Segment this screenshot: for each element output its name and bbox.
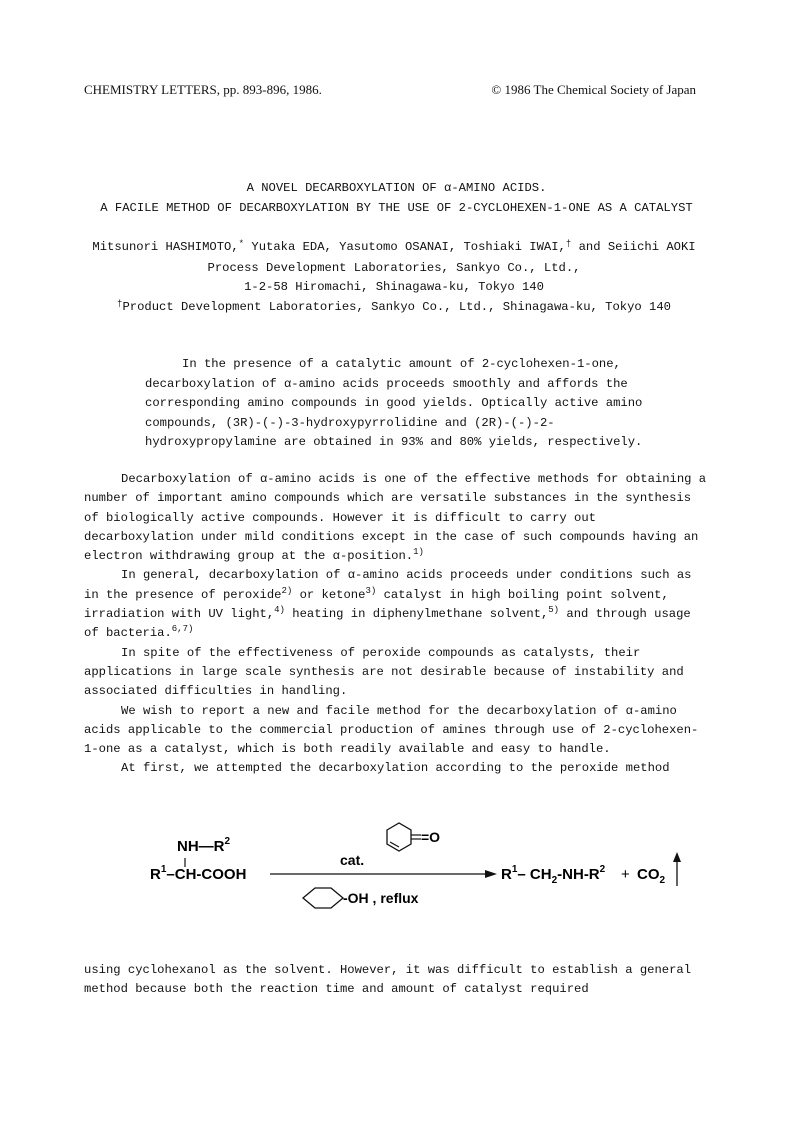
product-formula: $R^1-$ $CH_2-NH-R^2$ [501, 864, 606, 886]
abstract [145, 355, 665, 453]
reference-mark: 6,7) [171, 624, 194, 635]
author-list [84, 238, 704, 259]
paragraph-3: In spite of the effectiveness of peroxide compounds as catalysts, their applications in large scale synthesis are not desirable because of instability and associated difficulties in handling. [84, 645, 684, 699]
svg-text:=O: =O [421, 829, 441, 845]
paragraph-4: We wish to report a new and facile method for the decarboxylation of α-amino acids applicable to the commercial production of amines through use of 2-cyclohexen-1-one as a catalyst, which is both readily available and easy to handle. [84, 703, 699, 757]
cyclohexanol-structure [303, 888, 419, 908]
authors-2-5: Yutaka EDA, Yasutomo OSANAI, Toshiaki IWAI, [244, 240, 566, 254]
paragraph-5: At first, we attempted the decarboxylation according to the peroxide method [121, 761, 670, 776]
author-1: Mitsunori HASHIMOTO, [92, 240, 239, 254]
continuation-text: using cyclohexanol as the solvent. However, it was difficult to establish a general method because both the reaction time and amount of catalyst required [84, 963, 692, 997]
dagger-mark-2: † [117, 298, 123, 309]
journal-citation: CHEMISTRY LETTERS, pp. 893-896, 1986. [84, 82, 322, 97]
author-last: and Seiichi AOKI [571, 240, 696, 254]
abstract-text: In the presence of a catalytic amount of 2-cyclohexen-1-one, decarboxylation of α-amino acids proceeds smoothly and affords the corresponding amino compounds in good yields. Optically active amino compounds, (3R)-(-)-3-hydroxypyrrolidine and (2R)-(-)-2-hydroxypropylamine are obtained in 93% and 80% yields, respectively. [145, 357, 643, 449]
arrow-head [485, 870, 497, 878]
paragraph-1: Decarboxylation of α-amino acids is one of the effective methods for obtaining a number of important amino compounds which are versatile substances in the synthesis of biologically active compounds. However it is difficult to carry out decarboxylation under mild conditions except in the case of such compounds having an electron withdrawing group at the α-position.$^{1)}$ [84, 472, 707, 564]
reference-mark: 5) [548, 605, 560, 616]
paper-subtitle: A FACILE METHOD OF DECARBOXYLATION BY THE USE OF 2-CYCLOHEXEN-1-ONE AS A CATALYST [100, 201, 693, 215]
affiliation-1: Process Development Laboratories, Sankyo Co., Ltd., [207, 260, 581, 275]
plus-sign: + [621, 866, 630, 883]
author-block [84, 238, 704, 318]
dagger-mark: † [565, 239, 572, 249]
affiliation-address: 1-2-58 Hiromachi, Shinagawa-ku, Tokyo 140 [244, 280, 544, 294]
reference-mark: 4) [274, 605, 285, 616]
cyclohexenone-structure [387, 823, 440, 851]
reference-mark: 3) [365, 585, 377, 596]
corresponding-mark: * [238, 239, 245, 249]
reference-mark: 2) [281, 585, 293, 596]
affiliation-2: †Product Development Laboratories, Sankyo Co., Ltd., Shinagawa-ku, Tokyo 140 [117, 298, 671, 314]
gas-arrow-head [673, 852, 681, 862]
catalyst-label: cat. [340, 852, 365, 868]
solvent-label: -OH , reflux [343, 890, 419, 906]
reaction-scheme [145, 808, 685, 928]
body-text [84, 470, 709, 779]
paragraph-2: In general, decarboxylation of α-amino acids proceeds under conditions such as in the presence of peroxide$^{2)}$ or ketone$^{3)}$ catalyst in high boiling point solvent, irradiation with UV light,$^{4)}$ heating in diphenylmethane solvent,$^{5)}$ and through usage of bacteria.$^{6,7)}$ [84, 568, 692, 641]
reference-mark: 1) [413, 547, 424, 558]
copyright-notice: © 1986 The Chemical Society of Japan [491, 82, 696, 97]
reactant-nh-r2: $NH—R^2$ [177, 836, 231, 855]
co2-product: $CO_2$ [637, 866, 666, 886]
paper-title: A NOVEL DECARBOXYLATION OF α-AMINO ACIDS. [246, 181, 547, 195]
reactant-formula: $R^1-CH$-COOH [150, 864, 247, 883]
